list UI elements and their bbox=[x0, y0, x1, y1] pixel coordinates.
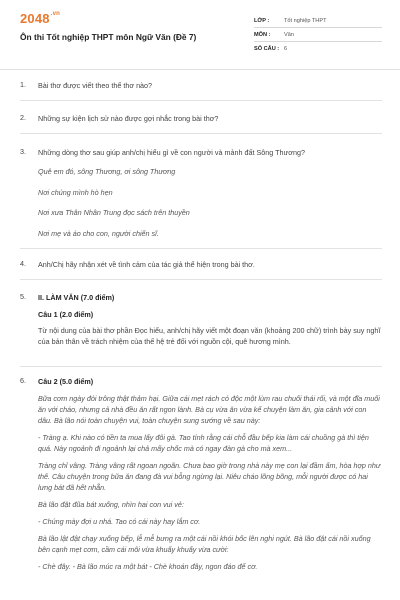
question-text: Anh/Chị hãy nhận xét về tình cảm của tác giả thể hiện trong bài thơ. bbox=[38, 260, 255, 269]
meta-row-count bbox=[254, 42, 382, 56]
question-number: 4. bbox=[20, 259, 26, 268]
passage-paragraph: - Tràng ạ. Khi nào có tiền ta mua lấy đôi gà. Tao tính rằng cái chỗ đầu bếp kia làm cái chuồng gà thì tiện quá. Này ngoảnh đi ngoảnh lại chả mấy chốc mà có ngay đàn gà cho mà xem... bbox=[38, 433, 369, 453]
exam-meta-table bbox=[254, 14, 382, 56]
meta-label: SỐ CÂU : bbox=[254, 46, 280, 52]
meta-row-class bbox=[254, 14, 382, 28]
question-text: Những sự kiện lịch sử nào được gợi nhắc trong bài thơ? bbox=[38, 114, 219, 123]
question-6 bbox=[20, 376, 382, 572]
page-title: Ôn thi Tốt nghiệp THPT môn Ngữ Văn (Đề 7) bbox=[20, 32, 197, 42]
passage-paragraph: Bà lão đặt đũa bát xuống, nhìn hai con vui vẻ: bbox=[38, 500, 184, 509]
meta-value: Tốt nghiệp THPT bbox=[284, 17, 327, 24]
poem-excerpt bbox=[38, 166, 382, 239]
question-2 bbox=[20, 113, 382, 124]
question-subtitle: Câu 1 (2.0 điểm) bbox=[38, 310, 94, 319]
passage-paragraph: Bữa cơm ngày đói trông thật thảm hại. Giữa cái mẹt rách có độc một lùm rau chuối thái rối, và một đĩa muối ăn với cháo, nhưng cả nhà đều ăn rất ngon lành. Bà cụ vừa ăn vừa kể chuyện làm ăn, gia cảnh với con dâu. Bà lão nói toàn chuyện vui, toàn chuyện sung sướng về sau này: bbox=[38, 394, 380, 425]
question-text: Từ nội dung của bài thơ phần Đọc hiểu, anh/chị hãy viết một đoạn văn (khoảng 200 chữ) trình bày suy nghĩ của bản thân về trách nhiệm của thế hệ trẻ đối với nguồn cội, quê hương mình. bbox=[38, 326, 381, 346]
passage-paragraph: Bà lão lật đật chạy xuống bếp, lễ mễ bưng ra một cái nồi khói bốc lên nghi ngút. Bà lão đặt cái nồi xuống bên cạnh mẹt cơm, cầm cái môi vừa khuấy khuấy vừa cười: bbox=[38, 534, 371, 554]
passage-paragraph: - Chúng mày đợi u nhá. Tao có cái này hay lắm cơ. bbox=[38, 517, 201, 526]
question-number: 5. bbox=[20, 292, 26, 301]
meta-value: Văn bbox=[284, 31, 294, 38]
divider bbox=[20, 133, 382, 134]
document-header bbox=[0, 0, 400, 70]
question-1 bbox=[20, 80, 382, 91]
poem-line: Quê em đó, sông Thương, ơi sông Thương bbox=[38, 167, 176, 176]
divider bbox=[20, 100, 382, 101]
poem-line: Nơi mẹ và áo cho con, người chiến sĩ. bbox=[38, 228, 159, 238]
question-text: Bài thơ được viết theo thể thơ nào? bbox=[38, 81, 153, 90]
meta-label: MÔN : bbox=[254, 31, 271, 38]
question-5 bbox=[20, 292, 382, 347]
divider bbox=[20, 366, 382, 367]
question-subtitle: Câu 2 (5.0 điểm) bbox=[38, 377, 94, 386]
meta-label: LỚP : bbox=[254, 17, 270, 24]
passage-paragraph: - Chè đây. - Bà lão múc ra một bát - Chè khoán đây, ngon đáo để cơ. bbox=[38, 562, 258, 571]
passage-paragraph: Tràng chỉ vâng. Tràng vâng rất ngoan ngoãn. Chưa bao giờ trong nhà này mẹ con lại đầm ấm, hòa hợp như thế. Câu chuyện trong bữa ăn đang đà vui bỗng ngừng lại. Niêu cháo lõng bõng, mỗi người được có hai lưng bát đã hết nhẵn. bbox=[38, 461, 381, 492]
question-number: 1. bbox=[20, 80, 26, 89]
question-text: Những dòng thơ sau giúp anh/chị hiểu gì về con người và mảnh đất Sông Thương? bbox=[38, 148, 306, 157]
meta-value: 6 bbox=[284, 46, 288, 52]
question-number: 6. bbox=[20, 376, 26, 385]
section-title: II. LÀM VĂN (7.0 điểm) bbox=[38, 293, 115, 302]
meta-row-subject bbox=[254, 28, 382, 42]
poem-line: Nơi chúng mình hò hẹn bbox=[38, 187, 113, 197]
question-number: 3. bbox=[20, 147, 26, 156]
question-4 bbox=[20, 259, 382, 270]
question-3 bbox=[20, 147, 382, 248]
poem-line: Nơi xưa Thân Nhân Trung đọc sách trên thuyền bbox=[38, 208, 190, 217]
question-number: 2. bbox=[20, 113, 26, 122]
site-logo[interactable]: $2048^{.vn}$ bbox=[20, 11, 61, 26]
divider bbox=[20, 279, 382, 280]
divider bbox=[20, 248, 382, 249]
